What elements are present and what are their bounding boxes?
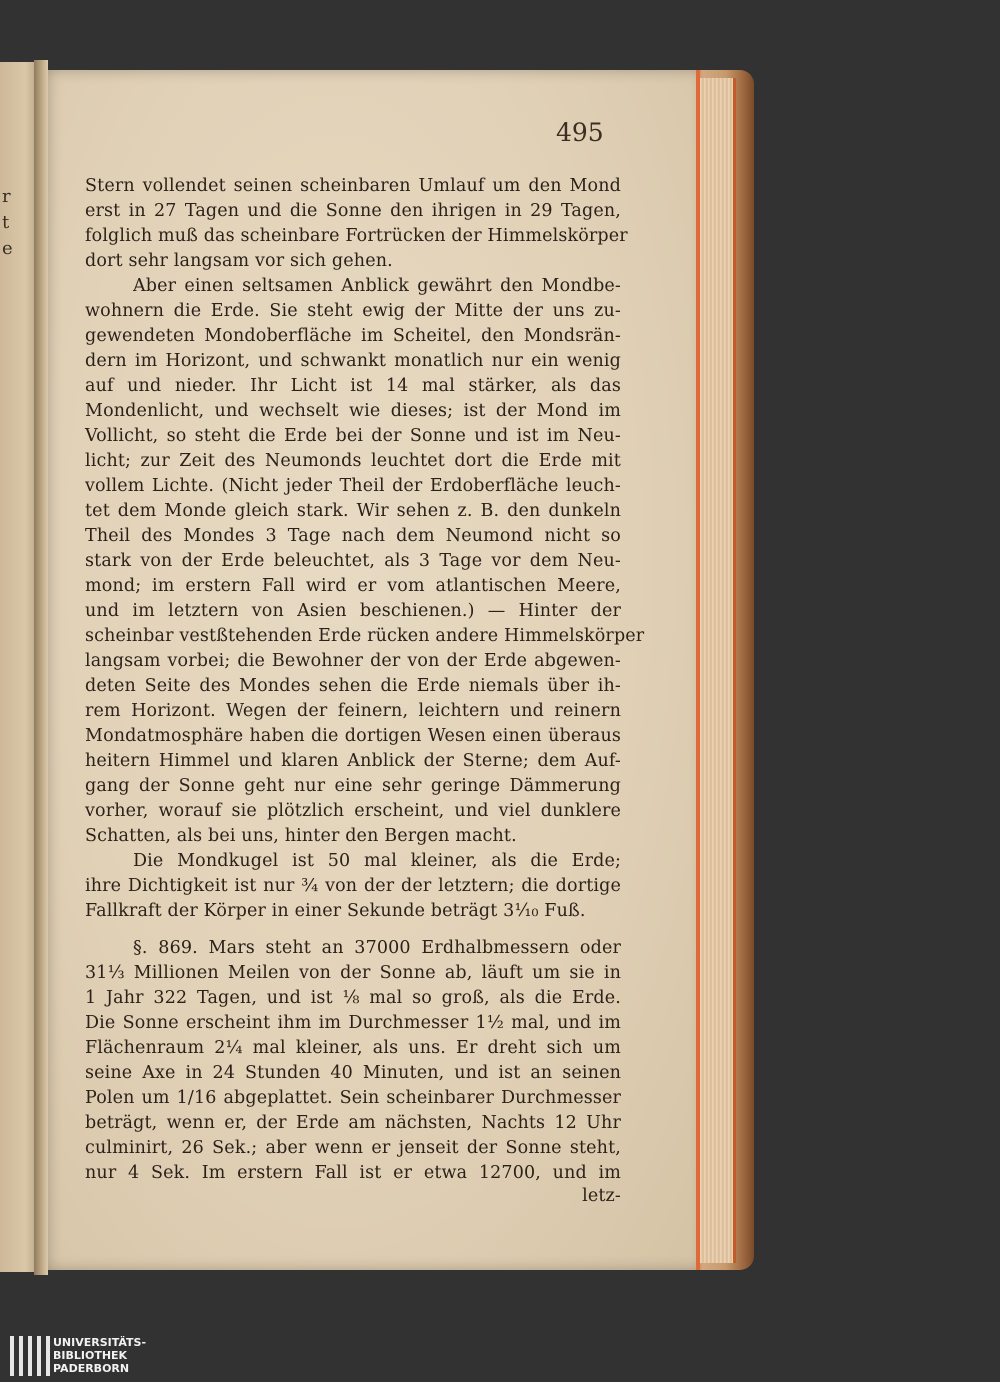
text-line: heitern Himmel und klaren Anblick der Sterne; dem Auf- — [85, 751, 621, 771]
text-line: dort sehr langsam vor sich gehen. — [85, 251, 393, 271]
text-line: culminirt, 26 Sek.; aber wenn er jenseit der Sonne steht, — [85, 1138, 621, 1158]
text-line: erst in 27 Tagen und die Sonne den ihrigen in 29 Tagen, — [85, 201, 621, 221]
text-line: auf und nieder. Ihr Licht ist 14 mal stärker, als das — [85, 376, 621, 396]
text-line: stark von der Erde beleuchtet, als 3 Tage vor dem Neu- — [85, 551, 621, 571]
text-line: mond; im erstern Fall wird er vom atlantischen Meere, — [85, 576, 621, 596]
logo-line: BIBLIOTHEK — [53, 1349, 128, 1362]
text-line: Stern vollendet seinen scheinbaren Umlauf um den Mond — [85, 176, 621, 196]
text-line: 1 Jahr 322 Tagen, und ist ⅛ mal so groß, als die Erde. — [85, 988, 621, 1008]
text-line: Die Mondkugel ist 50 mal kleiner, als die Erde; — [133, 851, 621, 871]
text-line: gang der Sonne geht nur eine sehr geringe Dämmerung — [85, 776, 621, 796]
page-number: 495 — [556, 118, 604, 147]
text-line: folglich muß das scheinbare Fortrücken der Himmelskörper — [85, 226, 628, 246]
text-line: vollem Lichte. (Nicht jeder Theil der Erdoberfläche leuch- — [85, 476, 621, 496]
logo-line: PADERBORN — [53, 1362, 130, 1375]
text-line: Theil des Mondes 3 Tage nach dem Neumond nicht so — [85, 526, 621, 546]
text-line: und im letztern von Asien beschienen.) — Hinter der — [85, 601, 621, 621]
library-logo-text — [53, 1336, 146, 1375]
text-line: Mondatmosphäre haben die dortigen Wesen einen überaus — [85, 726, 621, 746]
text-line: wohnern die Erde. Sie steht ewig der Mitte der uns zu- — [85, 301, 621, 321]
text-line: seine Axe in 24 Stunden 40 Minuten, und ist an seinen — [85, 1063, 621, 1083]
text-line: vorher, worauf sie plötzlich erscheint, und viel dunklere — [85, 801, 621, 821]
text-line: Vollicht, so steht die Erde bei der Sonne und ist im Neu- — [85, 426, 621, 446]
library-logo-icon — [10, 1336, 50, 1376]
left-page-fragment: t — [2, 212, 10, 233]
text-line: nur 4 Sek. Im erstern Fall ist er etwa 12700, und im — [85, 1163, 621, 1183]
text-line: licht; zur Zeit des Neumonds leuchtet dort die Erde mit — [85, 451, 621, 471]
text-line: beträgt, wenn er, der Erde am nächsten, Nachts 12 Uhr — [85, 1113, 621, 1133]
left-page-fragment: r — [2, 186, 11, 207]
text-line: Aber einen seltsamen Anblick gewährt den Mondbe- — [133, 276, 621, 296]
left-page-fragment: e — [2, 238, 13, 259]
text-line: 31⅓ Millionen Meilen von der Sonne ab, läuft um sie in — [85, 963, 621, 983]
text-line: Flächenraum 2¼ mal kleiner, als uns. Er dreht sich um — [85, 1038, 621, 1058]
library-logo — [10, 1336, 170, 1376]
text-line: §. 869. Mars steht an 37000 Erdhalbmessern oder — [133, 938, 621, 958]
text-line: Mondenlicht, und wechselt wie dieses; ist der Mond im — [85, 401, 621, 421]
logo-line: UNIVERSITÄTS- — [53, 1336, 147, 1349]
text-line: tet dem Monde gleich stark. Wir sehen z. B. den dunkeln — [85, 501, 621, 521]
text-line: dern im Horizont, und schwankt monatlich nur ein wenig — [85, 351, 621, 371]
text-line: langsam vorbei; die Bewohner der von der Erde abgewen- — [85, 651, 621, 671]
text-line: gewendeten Mondoberfläche im Scheitel, den Mondsrän- — [85, 326, 621, 346]
text-line: Fallkraft der Körper in einer Sekunde beträgt 3⅒ Fuß. — [85, 901, 586, 921]
text-line: ihre Dichtigkeit ist nur ¾ von der der letztern; die dortige — [85, 876, 621, 896]
catchword: letz- — [582, 1186, 621, 1206]
book-gutter — [34, 60, 48, 1275]
text-line: Die Sonne erscheint ihm im Durchmesser 1½ mal, und im — [85, 1013, 621, 1033]
text-line: rem Horizont. Wegen der feinern, leichtern und reinern — [85, 701, 621, 721]
text-line: deten Seite des Mondes sehen die Erde niemals über ih- — [85, 676, 621, 696]
text-line: Schatten, als bei uns, hinter den Bergen macht. — [85, 826, 517, 846]
text-line: scheinbar vestßtehenden Erde rücken andere Himmelskörper — [85, 626, 645, 646]
text-line: Polen um 1/16 abgeplattet. Sein scheinbarer Durchmesser — [85, 1088, 621, 1108]
